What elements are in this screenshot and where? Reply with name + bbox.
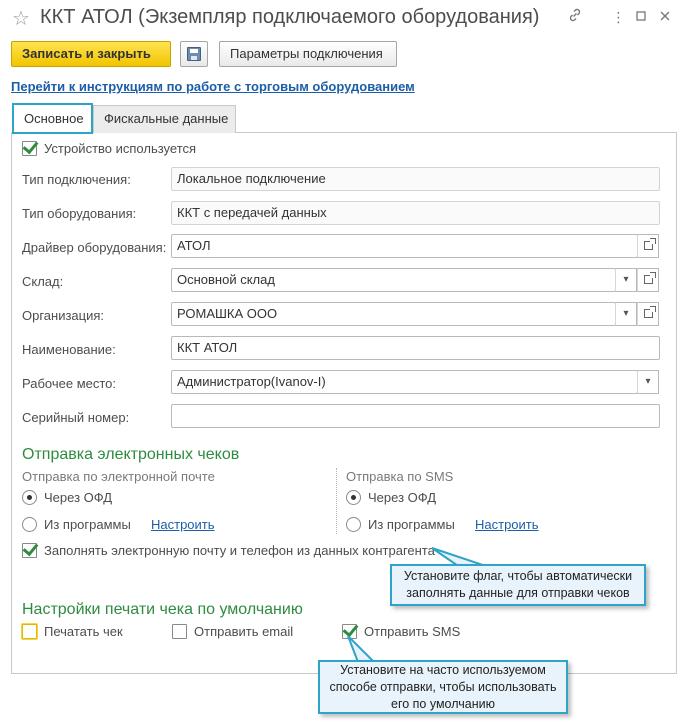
window-title: ККТ АТОЛ (Экземпляр подключаемого оборудования) xyxy=(40,6,540,28)
email-from-program-label: Из программы xyxy=(44,517,131,532)
fill-contacts-checkbox[interactable] xyxy=(22,543,37,558)
equipment-type-field: ККТ с передачей данных xyxy=(171,201,660,225)
email-from-program-radio[interactable] xyxy=(22,517,37,532)
open-icon xyxy=(644,309,653,318)
save-button[interactable] xyxy=(180,41,208,67)
instructions-link[interactable]: Перейти к инструкциям по работе с торговым оборудованием xyxy=(11,79,415,94)
fill-contacts-label: Заполнять электронную почту и телефон из данных контрагента xyxy=(44,543,435,558)
connection-type-label: Тип подключения: xyxy=(22,172,131,187)
email-section-header: Отправка по электронной почте xyxy=(22,469,215,484)
device-used-checkbox[interactable] xyxy=(22,141,37,156)
flag-hint-callout: Установите флаг, чтобы автоматически заполнять данные для отправки чеков xyxy=(390,564,646,606)
default-hint-callout: Установите на часто используемом способе отправки, чтобы использовать его по умолчанию xyxy=(318,660,568,714)
warehouse-open-button[interactable] xyxy=(637,268,659,292)
more-icon[interactable]: ⋮ xyxy=(611,9,627,25)
print-check-label: Печатать чек xyxy=(44,624,123,639)
email-via-ofd-label: Через ОФД xyxy=(44,490,113,505)
name-field[interactable]: ККТ АТОЛ xyxy=(171,336,660,360)
open-icon xyxy=(644,241,653,250)
favorite-star-icon[interactable]: ☆ xyxy=(12,8,30,30)
organization-field[interactable]: РОМАШКА ООО xyxy=(171,302,616,326)
sms-section-header: Отправка по SMS xyxy=(346,469,454,484)
workplace-dropdown-button[interactable] xyxy=(637,370,659,394)
link-icon[interactable] xyxy=(566,8,584,26)
serial-label: Серийный номер: xyxy=(22,410,130,425)
close-icon[interactable] xyxy=(656,8,674,26)
sms-from-program-radio[interactable] xyxy=(346,517,361,532)
maximize-icon[interactable] xyxy=(632,8,650,26)
warehouse-field[interactable]: Основной склад xyxy=(171,268,616,292)
sms-via-ofd-label: Через ОФД xyxy=(368,490,437,505)
sms-from-program-label: Из программы xyxy=(368,517,455,532)
receipts-section-title: Отправка электронных чеков xyxy=(22,446,240,463)
workplace-field[interactable]: Администратор(Ivanov-I) xyxy=(171,370,638,394)
sms-configure-link[interactable]: Настроить xyxy=(475,517,539,532)
organization-label: Организация: xyxy=(22,308,105,323)
connection-params-button[interactable]: Параметры подключения xyxy=(219,41,397,67)
warehouse-label: Склад: xyxy=(22,274,64,289)
tab-fiscal-data[interactable]: Фискальные данные xyxy=(93,105,236,133)
save-and-close-button[interactable]: Записать и закрыть xyxy=(11,41,171,67)
save-icon xyxy=(187,47,201,61)
driver-field[interactable]: АТОЛ xyxy=(171,234,638,258)
chevron-down-icon: ▾ xyxy=(623,274,629,285)
organization-dropdown-button[interactable] xyxy=(615,302,637,326)
device-used-label: Устройство используется xyxy=(44,141,197,156)
receipts-divider xyxy=(336,468,337,534)
tab-main[interactable]: Основное xyxy=(12,103,93,134)
driver-label: Драйвер оборудования: xyxy=(22,240,167,255)
chevron-down-icon: ▾ xyxy=(623,308,629,319)
driver-open-button[interactable] xyxy=(637,234,659,258)
organization-open-button[interactable] xyxy=(637,302,659,326)
chevron-down-icon: ▾ xyxy=(645,376,651,387)
send-email-label: Отправить email xyxy=(194,624,294,639)
equipment-type-label: Тип оборудования: xyxy=(22,206,137,221)
email-configure-link[interactable]: Настроить xyxy=(151,517,215,532)
warehouse-dropdown-button[interactable] xyxy=(615,268,637,292)
name-label: Наименование: xyxy=(22,342,116,357)
send-sms-label: Отправить SMS xyxy=(364,624,461,639)
send-email-checkbox[interactable] xyxy=(172,624,187,639)
print-check-checkbox[interactable] xyxy=(22,624,37,639)
serial-field[interactable] xyxy=(171,404,660,428)
sms-via-ofd-radio[interactable] xyxy=(346,490,361,505)
workplace-label: Рабочее место: xyxy=(22,376,117,391)
email-via-ofd-radio[interactable] xyxy=(22,490,37,505)
open-icon xyxy=(644,275,653,284)
connection-type-field: Локальное подключение xyxy=(171,167,660,191)
print-settings-title: Настройки печати чека по умолчанию xyxy=(22,601,303,618)
